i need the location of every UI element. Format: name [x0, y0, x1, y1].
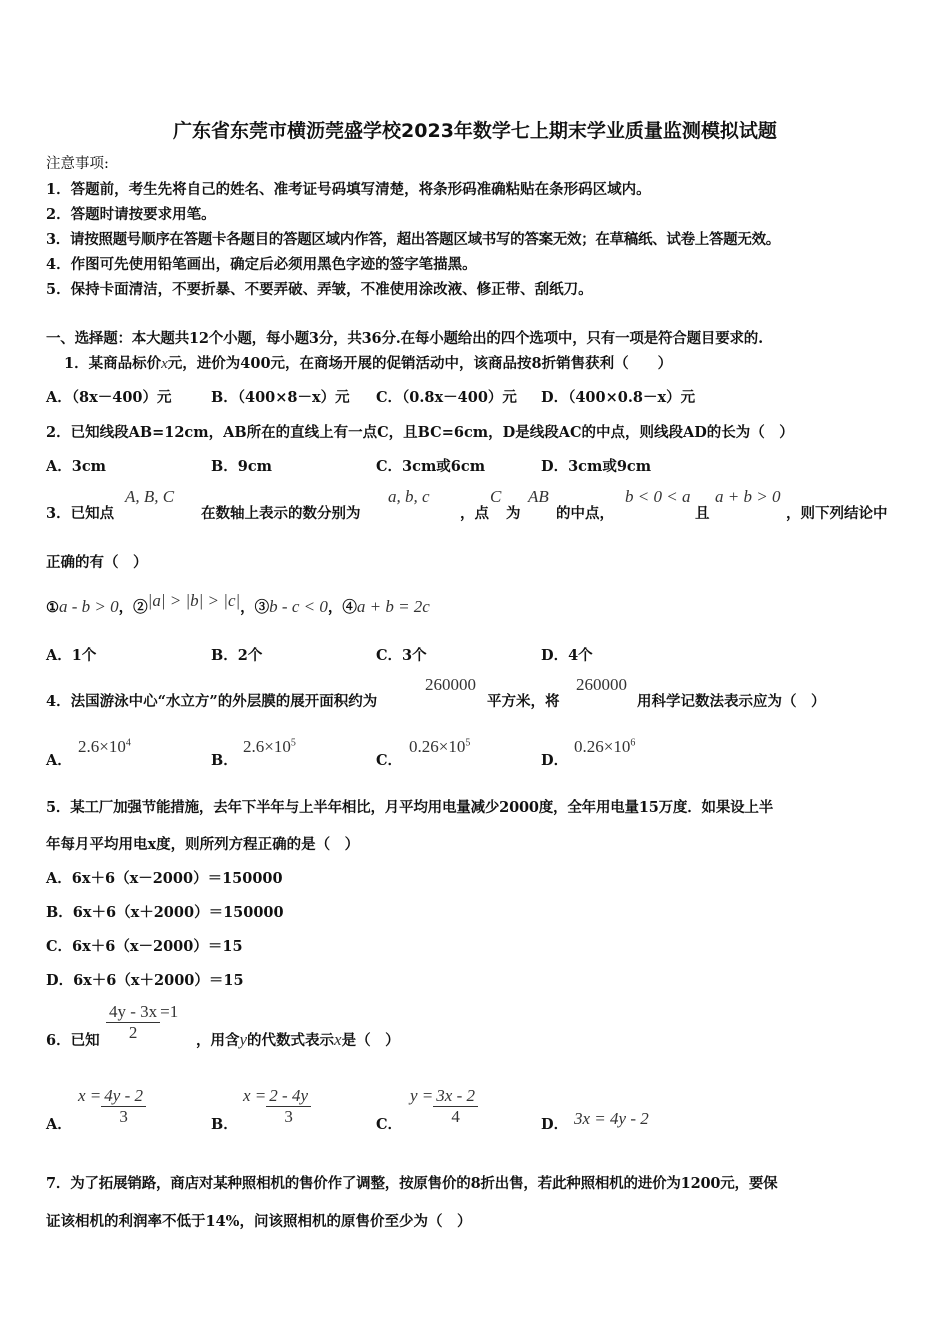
q4-option-label: C． [376, 752, 403, 769]
q5-option-d: D．6x＋6（x＋2000）＝15 [46, 972, 244, 989]
q4-option-c: $0.26\times 10^5$ [409, 737, 471, 756]
q2-option-b: B．9cm [211, 458, 273, 475]
q3-text: ，点 [460, 505, 489, 522]
q1-option-c: C．（0.8x－400）元 [376, 389, 517, 406]
q3-text: 正确的有（ ） [46, 554, 148, 571]
q3-option-c: C．3个 [376, 647, 427, 664]
q4-option-label: D． [541, 752, 569, 769]
q7-text: 证该相机的利润率不低于14%，问该照相机的原售价至少为（ ） [46, 1213, 472, 1230]
q6-option-d: 3x = 4y - 2 [574, 1109, 649, 1128]
q5-text: 5．某工厂加强节能措施，去年下半年与上半年相比，月平均用电量减少2000度，全年用电量15万度．如果设上半 [46, 799, 774, 816]
q5-text: 年每月平均用电x度，则所列方程正确的是（ ） [46, 836, 360, 853]
page-title: 广东省东莞市横沥莞盛学校2023年数学七上期末学业质量监测模拟试题 [173, 120, 777, 142]
q3-math: b < 0 < a [625, 487, 691, 506]
q3-statements: ①a - b > 0，②|a| > |b| > |c|，③b - c < 0，④a + b = 2c [46, 591, 430, 616]
q3-text: 且 [695, 505, 710, 522]
q5-option-a: A．6x＋6（x－2000）＝150000 [46, 870, 283, 887]
q1-option-b: B．（400×8－x）元 [211, 389, 350, 406]
notice-heading: 注意事项: [46, 156, 109, 172]
notice-item: 5．保持卡面清洁，不要折暴、不要弄破、弄皱，不准使用涂改液、修正带、刮纸刀。 [46, 281, 593, 298]
q6-text: ，用含y的代数式表示x是（ ） [196, 1030, 400, 1049]
q4-number: 260000 [576, 675, 627, 694]
q6-equation: $\frac{4y - 3x}{2}$ =1 [106, 1002, 178, 1043]
q4-text: 4．法国游泳中心“水立方”的外层膜的展开面积约为 [46, 693, 378, 710]
q6-option-a: x = $\frac{4y - 2}{3}$ [78, 1086, 146, 1127]
notice-item: 4．作图可先使用铅笔画出，确定后必须用黑色字迹的签字笔描黑。 [46, 256, 477, 273]
q3-text: 3．已知点 [46, 505, 115, 522]
q3-math: AB [528, 487, 549, 506]
notice-item: 1．答题前，考生先将自己的姓名、准考证号码填写清楚，将条形码准确粘贴在条形码区域内。 [46, 181, 651, 198]
question-2-stem: 2．已知线段AB=12cm，AB所在的直线上有一点C，且BC=6cm，D是线段AC的中点，则线段AD的长为（ ） [46, 424, 794, 441]
q4-text: 用科学记数法表示应为（ ） [637, 693, 826, 710]
q3-math: a + b > 0 [715, 487, 781, 506]
q3-text: 为 [506, 505, 521, 522]
q6-option-label: B． [211, 1116, 238, 1133]
q3-option-d: D．4个 [541, 647, 593, 664]
q3-math: a, b, c [388, 487, 430, 506]
q3-text: 的中点， [556, 505, 614, 522]
q6-text: 6．已知 [46, 1032, 100, 1049]
q2-option-c: C．3cm或6cm [376, 458, 486, 475]
q7-text: 7．为了拓展销路，商店对某种照相机的售价作了调整，按原售价的8折出售，若此种照相机的进价为1200元，要保 [46, 1175, 778, 1192]
q3-option-a: A．1个 [46, 647, 97, 664]
q4-option-a: $2.6\times 10^4$ [78, 737, 131, 756]
q3-math: C [490, 487, 502, 506]
section-heading: 一、选择题：本大题共12个小题，每小题3分，共36分.在每小题给出的四个选项中，只有一项是符合题目要求的. [46, 330, 763, 347]
notice-item: 3．请按照题号顺序在答题卡各题目的答题区域内作答，超出答题区域书写的答案无效；在草稿纸、试卷上答题无效。 [46, 231, 780, 248]
q1-option-d: D．（400×0.8－x）元 [541, 389, 696, 406]
q3-text: ，则下列结论中 [786, 505, 888, 522]
q6-option-label: D． [541, 1116, 569, 1133]
q4-option-label: B． [211, 752, 238, 769]
q3-option-b: B．2个 [211, 647, 263, 664]
q5-option-c: C．6x＋6（x－2000）＝15 [46, 938, 243, 955]
q4-option-b: $2.6\times 10^5$ [243, 737, 296, 756]
q6-option-b: x = $\frac{2 - 4y}{3}$ [243, 1086, 311, 1127]
notice-item: 2．答题时请按要求用笔。 [46, 206, 216, 223]
q2-option-d: D．3cm或9cm [541, 458, 652, 475]
q6-option-c: y = $\frac{3x - 2}{4}$ [410, 1086, 478, 1127]
q3-text: 在数轴上表示的数分别为 [201, 505, 361, 522]
q1-option-a: A．（8x－400）元 [46, 389, 172, 406]
question-1-stem: 1．某商品标价x元，进价为400元，在商场开展的促销活动中，该商品按8折销售获利（ ） [64, 355, 673, 372]
q4-number: 260000 [425, 675, 476, 694]
q2-option-a: A．3cm [46, 458, 107, 475]
q4-option-d: $0.26\times 10^6$ [574, 737, 636, 756]
q4-option-label: A． [46, 752, 72, 769]
q6-option-label: A． [46, 1116, 72, 1133]
q4-text: 平方米，将 [487, 693, 560, 710]
q6-option-label: C． [376, 1116, 403, 1133]
q5-option-b: B．6x＋6（x＋2000）＝150000 [46, 904, 284, 921]
q3-math: A, B, C [125, 487, 175, 506]
